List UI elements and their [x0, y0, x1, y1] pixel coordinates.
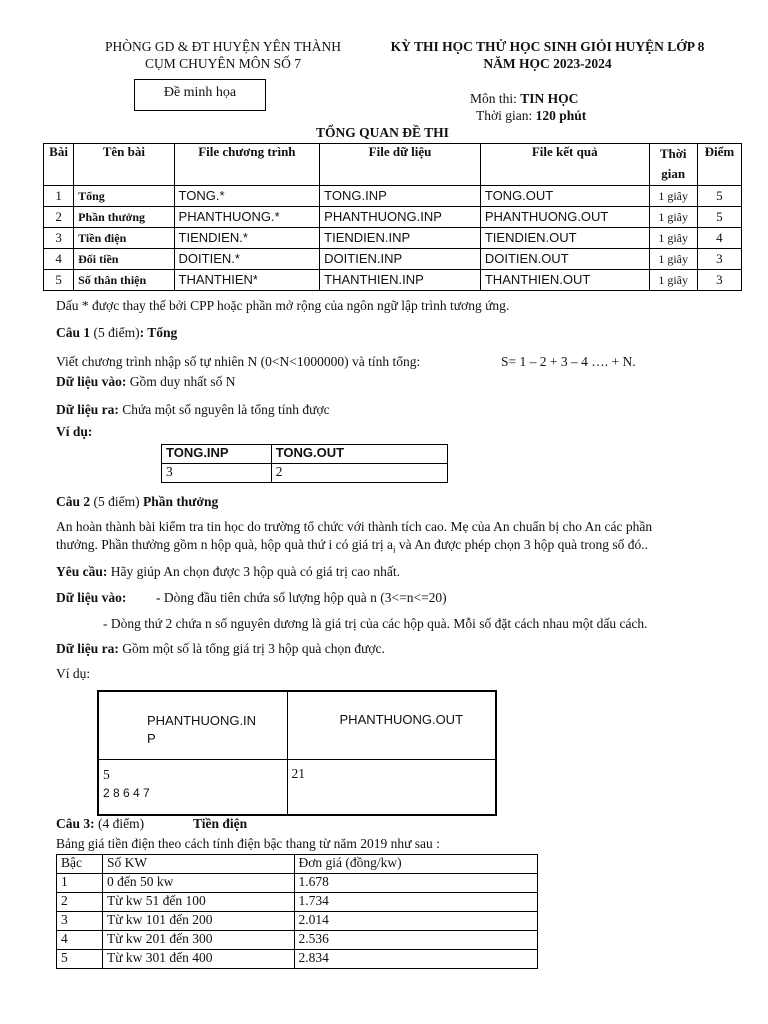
- q3-cell-level: 5: [57, 950, 103, 969]
- sample-box-label: Đề minh họa: [163, 85, 237, 100]
- q2-ex-input-line-1: 5: [103, 766, 110, 782]
- q2-example-label: Ví dụ:: [56, 666, 91, 681]
- cell-input: TIENDIEN.INP: [320, 228, 481, 249]
- cell-output: DOITIEN.OUT: [480, 249, 649, 270]
- cell-score: 5: [697, 207, 741, 228]
- q2-title: Phần thưởng: [143, 494, 219, 509]
- q1-input-text: Gồm duy nhất số N: [126, 374, 236, 389]
- q1-points: (5 điểm): [90, 325, 140, 340]
- q2-input-text-1: - Dòng đầu tiên chứa số lượng hộp quà n (3<=n<=20): [156, 590, 447, 605]
- q2-input-label: Dữ liệu vào:: [56, 590, 127, 605]
- header-file-du-lieu: File dữ liệu: [320, 144, 481, 186]
- dept-line-1: PHÒNG GD & ĐT HUYỆN YÊN THÀNH: [105, 39, 341, 54]
- q3-price-row: [57, 950, 538, 969]
- time-label: Thời gian:: [476, 108, 536, 123]
- q3-cell-level: 2: [57, 893, 103, 912]
- cell-score: 3: [697, 270, 741, 291]
- cell-time: 1 giây: [649, 207, 697, 228]
- q3-header-kw: Số KW: [102, 855, 294, 874]
- overview-title: TỔNG QUAN ĐỀ THI: [316, 125, 449, 140]
- cell-program: TIENDIEN.*: [174, 228, 320, 249]
- q2-req-text: Hãy giúp An chọn được 3 hộp quà có giá trị cao nhất.: [107, 564, 401, 579]
- q1-example-label: Ví dụ:: [56, 424, 93, 439]
- q3-price-table: [56, 854, 538, 969]
- q2-output-text: Gồm một số là tổng giá trị 3 hộp quà chọn được.: [118, 641, 385, 656]
- cell-program: PHANTHUONG.*: [174, 207, 320, 228]
- q3-cell-level: 1: [57, 874, 103, 893]
- q1-ex-output-header: TONG.OUT: [271, 445, 447, 464]
- cell-time: 1 giây: [649, 186, 697, 207]
- header-file-ket-qua: File kết quả: [480, 144, 649, 186]
- overview-row: [44, 207, 742, 228]
- q1-number: Câu 1: [56, 325, 91, 340]
- q1-output: [56, 402, 330, 418]
- time-line: [476, 108, 586, 124]
- q3-price-row: [57, 912, 538, 931]
- cell-time: 1 giây: [649, 270, 697, 291]
- q2-para-line-1: An hoàn thành bài kiểm tra tin học do trường tổ chức với thành tích cao. Mẹ của An chuẩn bị cho An các phần: [56, 519, 653, 534]
- q3-heading: [56, 816, 144, 832]
- q3-cell-level: 4: [57, 931, 103, 950]
- cell-output: PHANTHUONG.OUT: [480, 207, 649, 228]
- q2-input-text-2: - Dòng thứ 2 chứa n số nguyên dương là giá trị của các hộp quà. Mỗi số đặt cách nhau một dấu cách.: [103, 616, 648, 631]
- q1-ex-input-header: TONG.INP: [162, 445, 272, 464]
- cell-no: 4: [44, 249, 74, 270]
- q3-number: Câu 3:: [56, 816, 95, 831]
- q2-ex-output-header: PHANTHUONG.OUT: [287, 691, 496, 759]
- overview-table: [43, 143, 742, 291]
- q3-points: (4 điểm): [94, 816, 145, 831]
- cell-name: Tổng: [74, 186, 174, 207]
- q1-ex-input-value: 3: [162, 464, 272, 483]
- q2-para-line-2: [56, 536, 728, 559]
- header-ten-bai: Tên bài: [74, 144, 174, 186]
- q2-ex-input-header: [98, 691, 287, 759]
- q3-cell-kw: Từ kw 101 đến 200: [102, 912, 294, 931]
- exam-line-1: KỲ THI HỌC THỬ HỌC SINH GIỎI HUYỆN LỚP 8: [390, 39, 705, 54]
- q3-header-level: Bậc: [57, 855, 103, 874]
- header-bai: Bài: [44, 144, 74, 186]
- q3-title: Tiền điện: [193, 816, 248, 831]
- cell-output: THANTHIEN.OUT: [480, 270, 649, 291]
- overview-row: [44, 186, 742, 207]
- q3-price-row: [57, 931, 538, 950]
- cell-output: TIENDIEN.OUT: [480, 228, 649, 249]
- q2-input: [56, 590, 126, 606]
- q2-para-line-2b: và An được phép chọn 3 hộp quà trong số đó..: [395, 537, 649, 552]
- q3-cell-kw: Từ kw 201 đến 300: [102, 931, 294, 950]
- q3-cell-price: 1.734: [294, 893, 538, 912]
- q2-example-table: [97, 690, 497, 816]
- q1-output-text: Chứa một số nguyên là tổng tính được: [118, 402, 330, 417]
- header-file-chuong-trinh: File chương trình: [174, 144, 320, 186]
- q2-ex-input-header-line-1: PHANTHUONG.IN: [147, 713, 257, 728]
- subject-value: TIN HỌC: [520, 91, 579, 106]
- time-value: 120 phút: [535, 108, 587, 123]
- q3-cell-kw: Từ kw 51 đến 100: [102, 893, 294, 912]
- cell-no: 3: [44, 228, 74, 249]
- overview-row: [44, 249, 742, 270]
- q3-header-price: Đơn giá (đồng/kw): [294, 855, 538, 874]
- q2-ex-input-line-2: 2 8 6 4 7: [103, 785, 150, 800]
- cell-program: TONG.*: [174, 186, 320, 207]
- cell-name: Tiền điện: [74, 228, 174, 249]
- cell-program: DOITIEN.*: [174, 249, 320, 270]
- q1-input: [56, 374, 235, 390]
- q3-price-row: [57, 874, 538, 893]
- q1-input-label: Dữ liệu vào:: [56, 374, 127, 389]
- header-thoi-gian: Thời gian: [649, 144, 697, 186]
- q3-cell-price: 1.678: [294, 874, 538, 893]
- cell-no: 1: [44, 186, 74, 207]
- cell-time: 1 giây: [649, 228, 697, 249]
- sample-box: [134, 79, 266, 111]
- overview-header-row: [44, 144, 742, 186]
- q1-formula: S= 1 – 2 + 3 – 4 …. + N.: [501, 354, 636, 369]
- q3-cell-price: 2.834: [294, 950, 538, 969]
- cell-score: 3: [697, 249, 741, 270]
- cell-score: 5: [697, 186, 741, 207]
- q1-title: : Tổng: [139, 325, 178, 340]
- overview-note: Dấu * được thay thế bởi CPP hoặc phần mở rộng của ngôn ngữ lập trình tương ứng.: [56, 298, 510, 313]
- q3-cell-price: 2.536: [294, 931, 538, 950]
- q2-requirement: [56, 564, 400, 580]
- cell-no: 5: [44, 270, 74, 291]
- q3-price-row: [57, 893, 538, 912]
- overview-row: [44, 228, 742, 249]
- q1-statement: Viết chương trình nhập số tự nhiên N (0<N<1000000) và tính tổng:: [56, 354, 421, 369]
- q2-output: [56, 641, 385, 657]
- cell-score: 4: [697, 228, 741, 249]
- q3-cell-kw: Từ kw 301 đến 400: [102, 950, 294, 969]
- q2-ex-input-values: [98, 759, 287, 815]
- q2-heading: [56, 494, 218, 510]
- q2-paragraph: [56, 518, 728, 559]
- cell-name: Đổi tiền: [74, 249, 174, 270]
- dept-name: [88, 38, 358, 72]
- q2-req-label: Yêu cầu:: [56, 564, 108, 579]
- q2-points: (5 điểm): [90, 494, 144, 509]
- cell-time: 1 giây: [649, 249, 697, 270]
- subject-line: [470, 91, 578, 107]
- q2-output-label: Dữ liệu ra:: [56, 641, 119, 656]
- q1-example-table: [161, 444, 448, 483]
- cell-output: TONG.OUT: [480, 186, 649, 207]
- subject-label: Môn thi:: [470, 91, 521, 106]
- dept-line-2: CỤM CHUYÊN MÔN SỐ 7: [144, 56, 301, 71]
- cell-input: THANTHIEN.INP: [320, 270, 481, 291]
- q2-ex-output-value: 21: [287, 759, 496, 815]
- header-diem: Điểm: [697, 144, 741, 186]
- q3-cell-price: 2.014: [294, 912, 538, 931]
- q1-output-label: Dữ liệu ra:: [56, 402, 119, 417]
- q2-ex-input-header-line-2: P: [147, 731, 156, 746]
- q3-cell-level: 3: [57, 912, 103, 931]
- overview-row: [44, 270, 742, 291]
- q2-para-subscript: i: [392, 544, 396, 555]
- q1-heading: [56, 325, 177, 341]
- q2-number: Câu 2: [56, 494, 91, 509]
- exam-title: [370, 38, 725, 72]
- cell-program: THANTHIEN*: [174, 270, 320, 291]
- q2-para-line-2a: thưởng. Phần thưởng gồm n hộp quà, hộp quà thứ i có giá trị a: [56, 537, 393, 552]
- cell-input: TONG.INP: [320, 186, 481, 207]
- cell-input: PHANTHUONG.INP: [320, 207, 481, 228]
- cell-no: 2: [44, 207, 74, 228]
- cell-name: Số thân thiện: [74, 270, 174, 291]
- q1-ex-output-value: 2: [271, 464, 447, 483]
- exam-line-2: NĂM HỌC 2023-2024: [483, 56, 612, 71]
- cell-name: Phần thưởng: [74, 207, 174, 228]
- q3-intro: Bảng giá tiền điện theo cách tính điện bậc thang từ năm 2019 như sau :: [56, 836, 440, 851]
- q3-cell-kw: 0 đến 50 kw: [102, 874, 294, 893]
- cell-input: DOITIEN.INP: [320, 249, 481, 270]
